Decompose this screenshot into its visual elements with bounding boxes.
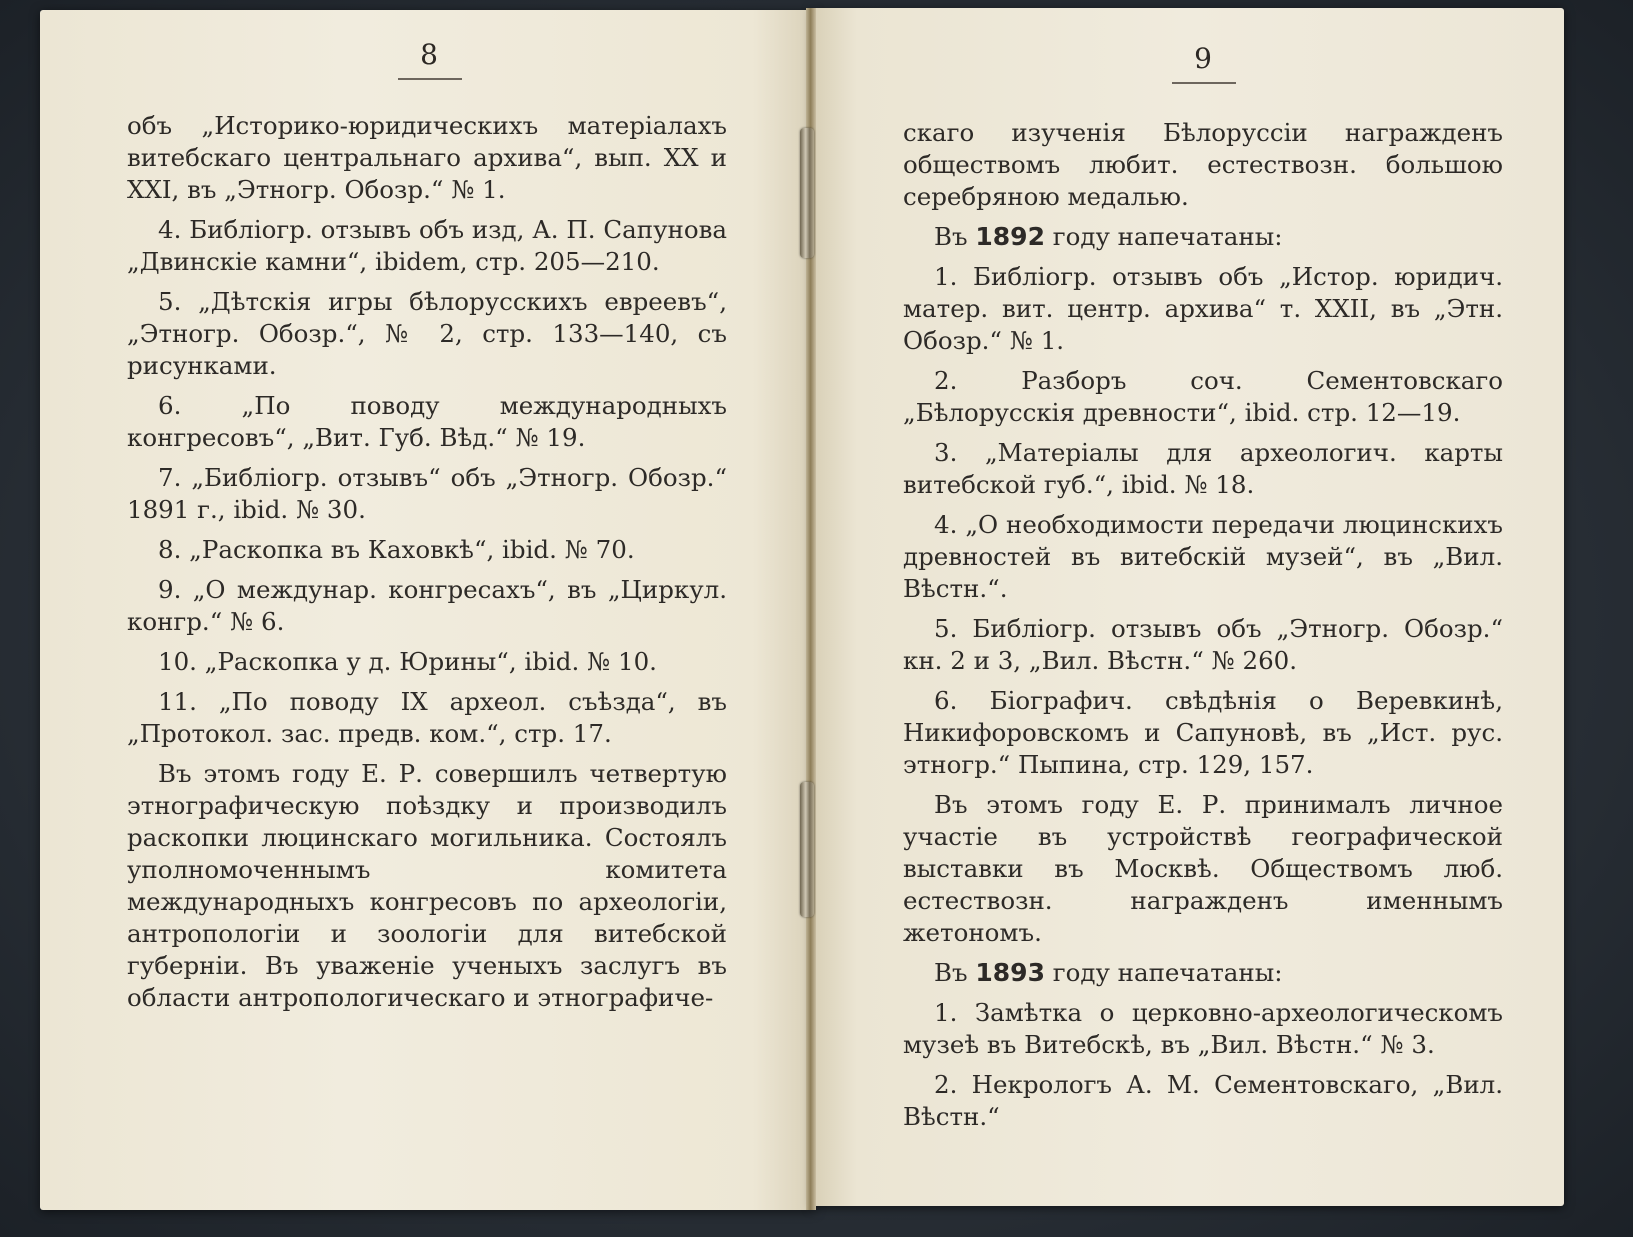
bibliography-entry: 5. „Дѣтскія игры бѣлорусскихъ евреевъ“, „Этногр. Обозр.“, № 2, стр. 133—140, съ рисунками. (127, 287, 727, 380)
year-heading-suffix: году напечатаны: (1044, 222, 1283, 251)
bibliography-entry: 3. „Матеріалы для археологич. карты витебской губ.“, ibid. № 18. (903, 438, 1503, 499)
page-number-right: 9 (1194, 42, 1212, 75)
paragraph: объ „Историко-юридическихъ матеріалахъ витебскаго центральнаго архива“, вып. XX и XXI, въ „Этногр. Обозр.“ № 1. (127, 111, 727, 204)
staple-top (800, 128, 814, 258)
paragraph: скаго изученія Бѣлоруссіи награжденъ обществомъ любит. естествозн. большою серебряною медалью. (903, 118, 1503, 211)
bibliography-entry: 9. „О междунар. конгресахъ“, въ „Циркул. конгр.“ № 6. (127, 575, 727, 636)
year-heading-prefix: Въ (934, 958, 976, 987)
bibliography-entry: 4. „О необходимости передачи люцинскихъ древностей въ витебскій музей“, въ „Вил. Вѣстн.“. (903, 510, 1503, 603)
year-number: 1893 (975, 958, 1045, 987)
year-heading (903, 221, 1503, 253)
bibliography-entry: 7. „Библіогр. отзывъ“ объ „Этногр. Обозр.“ 1891 г., ibid. № 30. (127, 463, 727, 524)
bibliography-entry: 6. Біографич. свѣдѣнія о Веревкинѣ, Никифоровскомъ и Сапуновѣ, въ „Ист. рус. этногр.“ Пыпина, стр. 129, 157. (903, 686, 1503, 779)
right-page-text (903, 117, 1503, 1133)
page-number-left: 8 (420, 38, 438, 71)
staple-bottom (800, 782, 814, 917)
bibliography-entry: 2. Некрологъ А. М. Сементовскаго, „Вил. Вѣстн.“ (903, 1070, 1503, 1131)
bibliography-entry: 4. Библіогр. отзывъ объ изд, А. П. Сапунова „Двинскіе камни“, ibidem, стр. 205—210. (127, 215, 727, 276)
narrative-paragraph: Въ этомъ году Е. Р. принималъ личное участіе въ устройствѣ географической выставки въ Москвѣ. Обществомъ люб. естествозн. награжденъ именнымъ жетономъ. (903, 790, 1503, 947)
year-heading-prefix: Въ (934, 222, 976, 251)
bibliography-entry: 5. Библіогр. отзывъ объ „Этногр. Обозр.“ кн. 2 и 3, „Вил. Вѣстн.“ № 260. (903, 614, 1503, 675)
year-heading (903, 957, 1503, 989)
bibliography-entry: 1. Замѣтка о церковно-археологическомъ музеѣ въ Витебскѣ, въ „Вил. Вѣстн.“ № 3. (903, 998, 1503, 1059)
year-heading-suffix: году напечатаны: (1044, 958, 1283, 987)
bibliography-entry: 1. Библіогр. отзывъ объ „Истор. юридич. матер. вит. центр. архива“ т. XXII, въ „Этн. Обозр.“ № 1. (903, 262, 1503, 355)
year-number: 1892 (975, 222, 1045, 251)
left-page-text (127, 110, 727, 1014)
bibliography-entry: 10. „Раскопка у д. Юрины“, ibid. № 10. (158, 647, 657, 676)
bibliography-entry: 8. „Раскопка въ Каховкѣ“, ibid. № 70. (158, 535, 635, 564)
bibliography-entry: 6. „По поводу международныхъ конгресовъ“, „Вит. Губ. Вѣд.“ № 19. (127, 391, 727, 452)
bibliography-entry: 11. „По поводу IX археол. съѣзда“, въ „Протокол. зас. предв. ком.“, стр. 17. (127, 687, 727, 748)
page-number-rule-left (398, 78, 462, 80)
page-number-rule-right (1172, 82, 1236, 84)
narrative-paragraph: Въ этомъ году Е. Р. совершилъ четвертую этнографическую поѣздку и производилъ раскопки люцинскаго могильника. Состоялъ уполномоченнымъ комитета международныхъ конгресовъ по археологіи, антропологіи и зоологіи для витебской губерніи. Въ уваженіе ученыхъ заслугъ въ области антропологическаго и этнографиче- (127, 759, 727, 1012)
bibliography-entry: 2. Разборъ соч. Сементовскаго „Бѣлорусскія древности“, ibid. стр. 12—19. (903, 366, 1503, 427)
